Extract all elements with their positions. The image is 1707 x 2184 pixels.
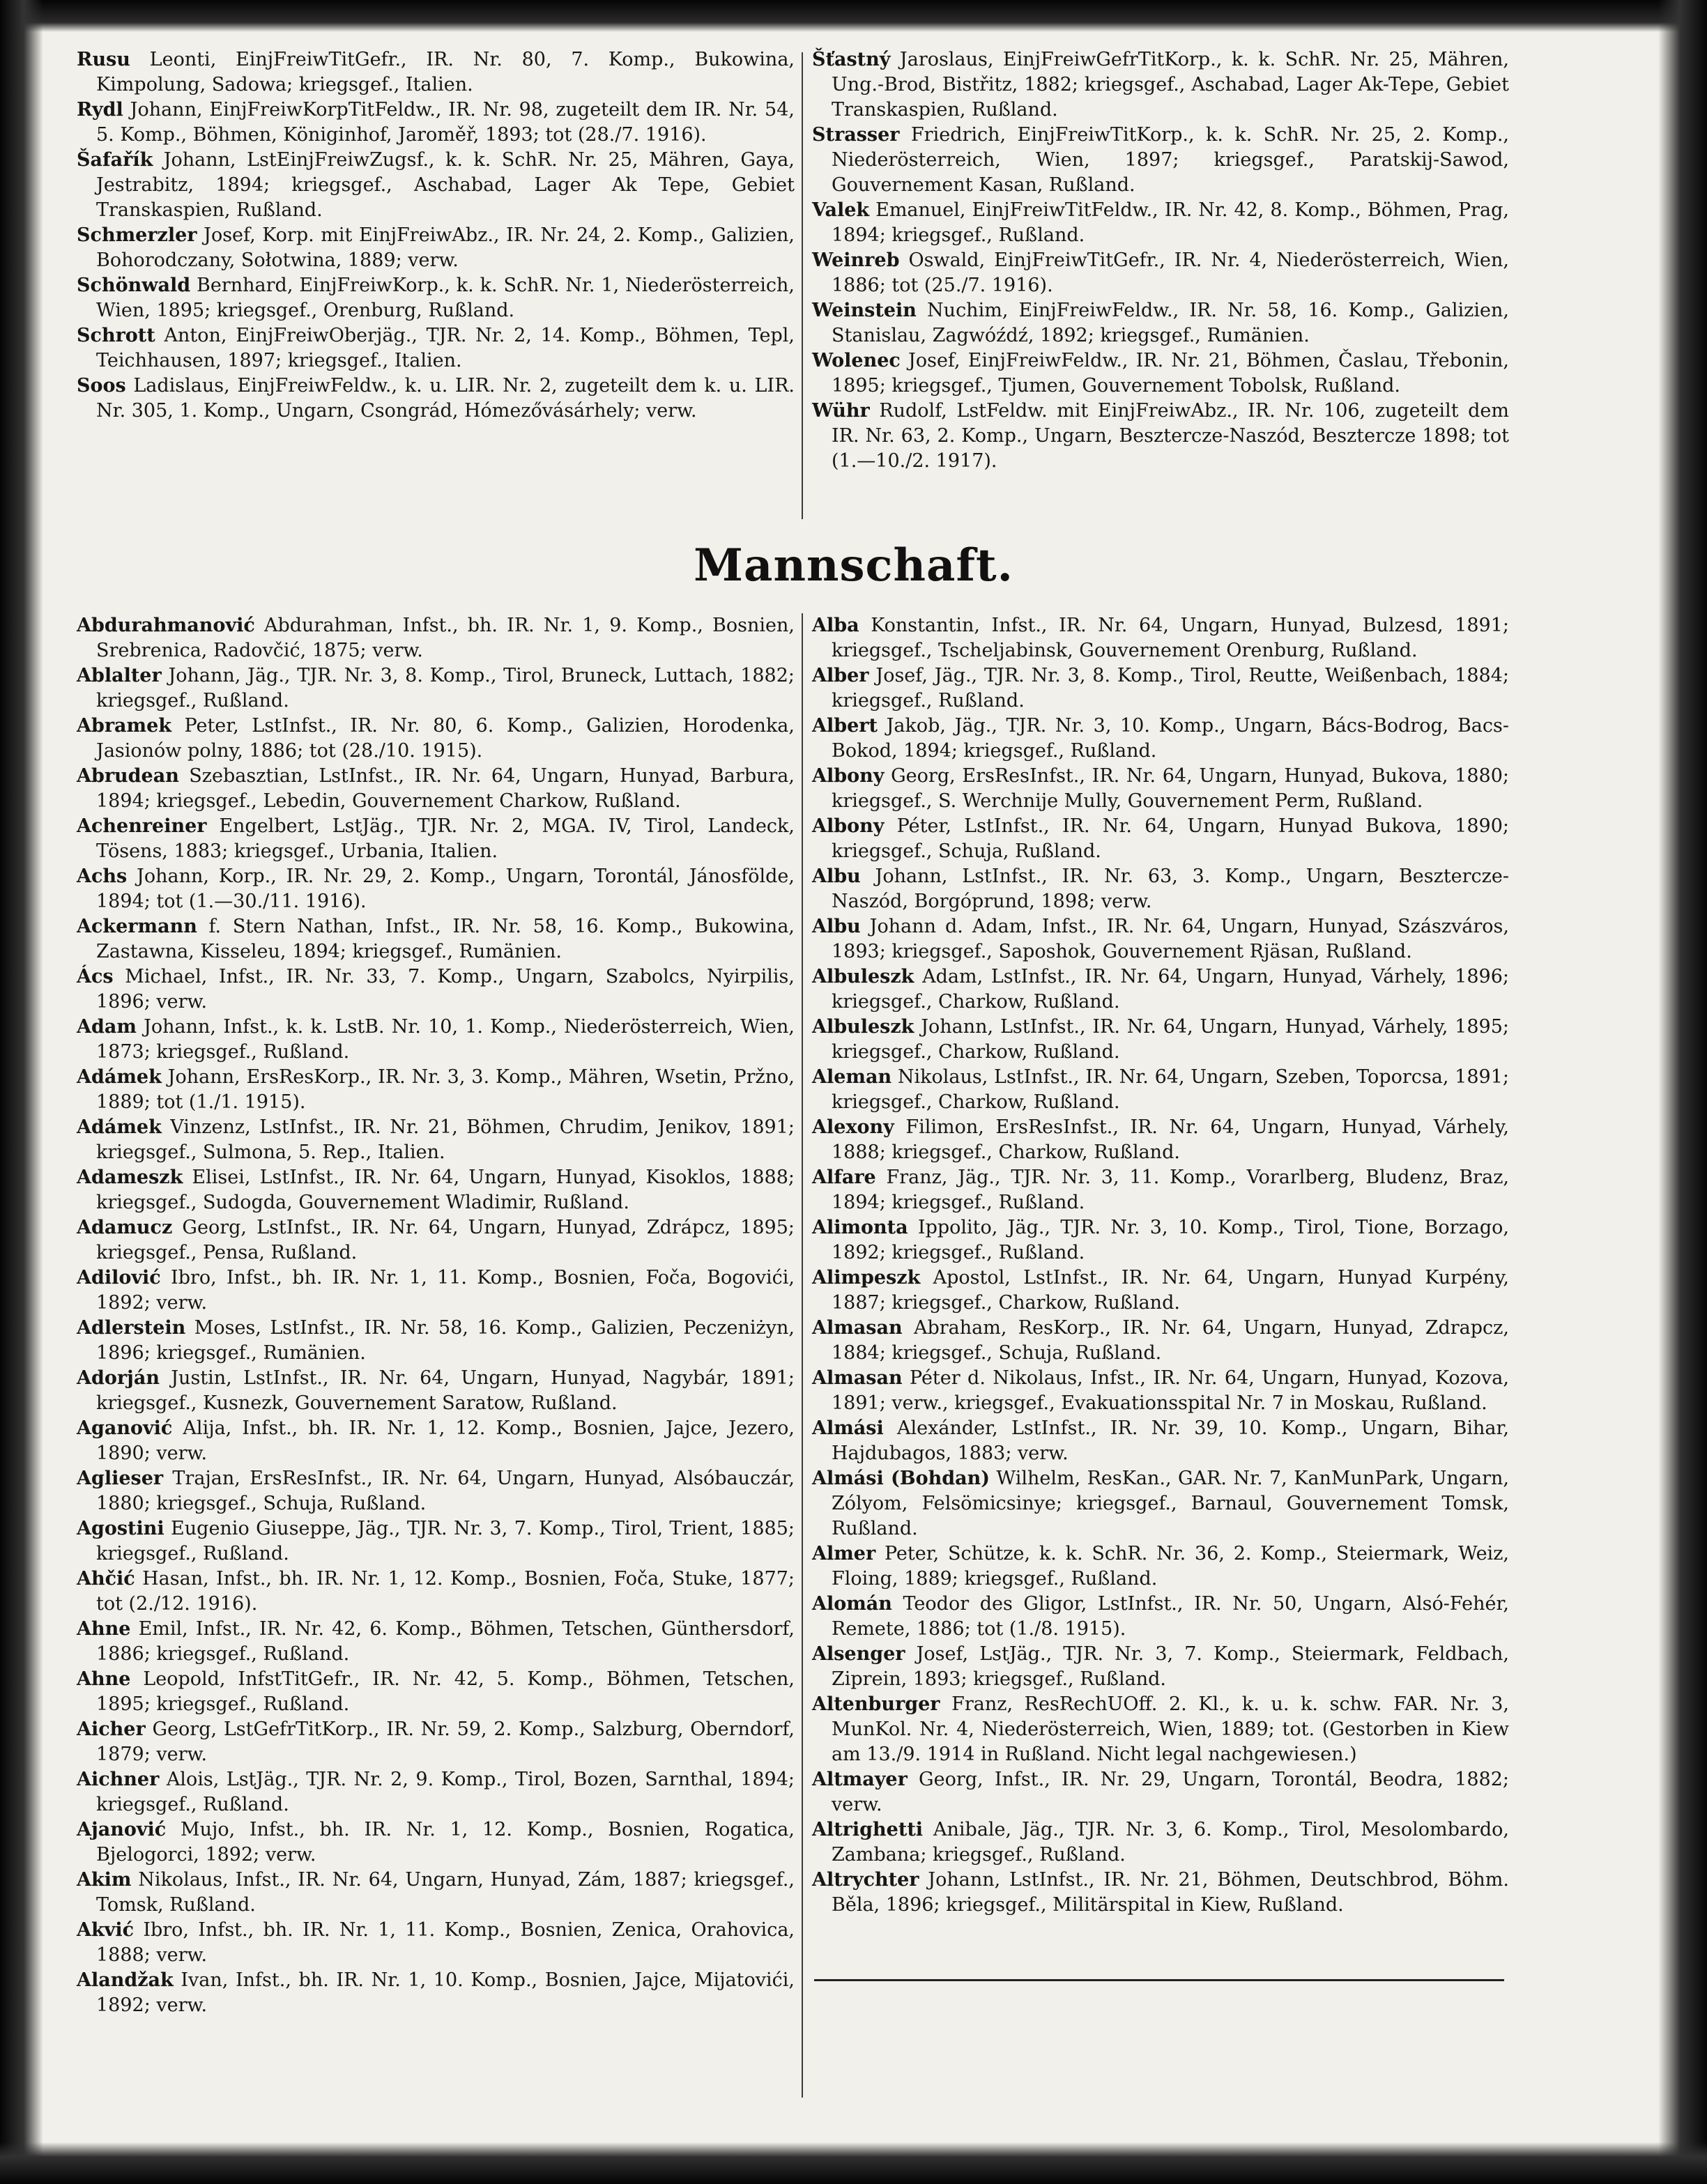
list-entry [812,764,1509,814]
entry-surname: Aleman [812,1066,892,1088]
list-entry [77,1466,795,1516]
entry-surname: Albuleszk [812,966,914,987]
entry-details: Moses, LstInfst., IR. Nr. 58, 16. Komp., Galizien, Peczeniżyn, 1896; kriegsgef., Rumänien. [96,1317,795,1364]
entry-surname: Šťastný [812,49,891,70]
list-entry [812,298,1509,348]
entry-surname: Alba [812,615,859,636]
list-entry [812,814,1509,864]
entry-details: Johann, Jäg., TJR. Nr. 3, 8. Komp., Tirol, Bruneck, Luttach, 1882; kriegsgef., Rußland. [96,665,795,712]
entry-details: Ladislaus, EinjFreiwFeldw., k. u. LIR. Nr. 2, zugeteilt dem k. u. LIR. Nr. 305, 1. Komp., Ungarn, Csongrád, Hómezővásárhely; verw. [96,375,795,422]
entry-surname: Alfare [812,1167,876,1188]
list-entry [77,223,795,273]
entry-details: Ibro, Infst., bh. IR. Nr. 1, 11. Komp., Bosnien, Foča, Bogovići, 1892; verw. [96,1267,795,1314]
entry-surname: Adam [77,1016,137,1038]
entry-surname: Ablalter [77,665,162,686]
officer-list-left-column [77,47,795,424]
entry-details: Josef, Korp. mit EinjFreiwAbz., IR. Nr. 24, 2. Komp., Galizien, Bohorodczany, Sołotwina, 1889; verw. [96,224,795,271]
entry-surname: Adámek [77,1066,162,1088]
entry-surname: Aganović [77,1417,173,1439]
entry-details: Peter, Schütze, k. k. SchR. Nr. 36, 2. Komp., Steiermark, Weiz, Floing, 1889; kriegsgef., Rußland. [832,1543,1509,1590]
list-entry [77,1617,795,1667]
list-entry [812,714,1509,764]
list-entry [77,1868,795,1918]
entry-details: Alexánder, LstInfst., IR. Nr. 39, 10. Komp., Ungarn, Bihar, Hajdubagos, 1883; verw. [832,1417,1509,1464]
list-entry [812,1316,1509,1366]
officer-list-right-column [812,47,1509,474]
list-entry [812,1868,1509,1918]
entry-surname: Albu [812,916,861,937]
entry-details: Josef, Jäg., TJR. Nr. 3, 8. Komp., Tirol, Reutte, Weißenbach, 1884; kriegsgef., Rußland. [832,665,1509,712]
entry-surname: Wolenec [812,350,901,371]
entry-surname: Albony [812,765,885,787]
entry-details: Péter d. Nikolaus, Infst., IR. Nr. 64, Ungarn, Hunyad, Kozova, 1891; verw., kriegsgef., Evakuationsspital Nr. 7 in Moskau, Rußland. [832,1367,1509,1414]
entry-details: Josef, EinjFreiwFeldw., IR. Nr. 21, Böhmen, Časlau, Třebonin, 1895; kriegsgef., Tjumen, Gouvernement Tobolsk, Rußland. [832,350,1509,397]
list-entry [77,1015,795,1065]
entry-surname: Valek [812,199,870,221]
entry-surname: Albuleszk [812,1016,914,1038]
list-entry [77,1115,795,1165]
list-entry [77,1266,795,1316]
entry-surname: Adilović [77,1267,161,1289]
list-entry [77,1567,795,1617]
entry-details: Anton, EinjFreiwOberjäg., TJR. Nr. 2, 14. Komp., Böhmen, Tepl, Teichhausen, 1897; kriegsgef., Italien. [96,325,795,371]
entry-surname: Wühr [812,400,870,422]
list-entry [812,964,1509,1015]
list-entry [812,1466,1509,1541]
list-entry [77,1416,795,1466]
entry-details: Szebasztian, LstInfst., IR. Nr. 64, Ungarn, Hunyad, Barbura, 1894; kriegsgef., Lebedin, Gouvernement Charkow, Rußland. [96,765,795,812]
list-entry [77,1817,795,1868]
entry-surname: Aglieser [77,1468,164,1489]
entry-surname: Almási (Bohdan) [812,1468,990,1489]
entry-details: Filimon, ErsResInfst., IR. Nr. 64, Ungarn, Hunyad, Várhely, 1888; kriegsgef., Charkow, Rußland. [832,1116,1509,1163]
entry-details: Johann, LstEinjFreiwZugsf., k. k. SchR. Nr. 25, Mähren, Gaya, Jestrabitz, 1894; kriegsgef., Aschabad, Lager Ak Tepe, Gebiet Transkaspien, Rußland. [96,149,795,221]
entry-details: Rudolf, LstFeldw. mit EinjFreiwAbz., IR. Nr. 106, zugeteilt dem IR. Nr. 63, 2. Komp., Ungarn, Besztercze-Naszód, Besztercze 1898; tot (1.—10./2. 1917). [832,400,1509,472]
entry-surname: Abramek [77,715,172,737]
entry-details: Emil, Infst., IR. Nr. 42, 6. Komp., Böhmen, Tetschen, Günthersdorf, 1886; kriegsgef., Rußland. [96,1618,795,1665]
entry-surname: Ács [77,966,114,987]
entry-details: Johann, Korp., IR. Nr. 29, 2. Komp., Ungarn, Torontál, Jánosfölde, 1894; tot (1.—30./11. 1916). [96,866,795,912]
entry-surname: Ackermann [77,916,197,937]
list-entry [77,1316,795,1366]
entry-details: Jakob, Jäg., TJR. Nr. 3, 10. Komp., Ungarn, Bács-Bodrog, Bacs-Bokod, 1894; kriegsgef., Rußland. [832,715,1509,762]
list-entry [77,1165,795,1215]
entry-surname: Weinstein [812,300,917,321]
entry-details: Georg, ErsResInfst., IR. Nr. 64, Ungarn, Hunyad, Bukova, 1880; kriegsgef., S. Werchnije Mully, Gouvernement Perm, Rußland. [832,765,1509,812]
entry-details: f. Stern Nathan, Infst., IR. Nr. 58, 16. Komp., Bukowina, Zastawna, Kisseleu, 1894; kriegsgef., Rumänien. [96,916,795,962]
entry-surname: Adámek [77,1116,162,1138]
entry-details: Georg, LstInfst., IR. Nr. 64, Ungarn, Hunyad, Zdrápcz, 1895; kriegsgef., Pensa, Rußland. [96,1217,795,1263]
list-entry [812,864,1509,914]
entry-surname: Alomán [812,1593,892,1615]
entry-surname: Schrott [77,325,155,346]
list-entry [812,248,1509,298]
entry-details: Abraham, ResKorp., IR. Nr. 64, Ungarn, Hunyad, Zdrapcz, 1884; kriegsgef., Schuja, Rußland. [832,1317,1509,1364]
entry-surname: Akvić [77,1919,135,1941]
entry-details: Ivan, Infst., bh. IR. Nr. 1, 10. Komp., Bosnien, Jajce, Mijatovići, 1892; verw. [96,1969,795,2016]
mannschaft-list-left-column [77,613,795,2018]
entry-surname: Albert [812,715,878,737]
entry-details: Péter, LstInfst., IR. Nr. 64, Ungarn, Hunyad Bukova, 1890; kriegsgef., Schuja, Rußland. [832,815,1509,862]
entry-surname: Šafařík [77,149,153,171]
entry-details: Johann, LstInfst., IR. Nr. 21, Böhmen, Deutschbrod, Böhm. Běla, 1896; kriegsgef., Militärspital in Kiew, Rußland. [832,1869,1509,1916]
list-entry [812,1416,1509,1466]
entry-surname: Altrighetti [812,1819,924,1840]
list-entry [77,1215,795,1266]
list-entry [77,374,795,424]
entry-surname: Aicher [77,1718,146,1740]
entry-details: Johann, EinjFreiwKorpTitFeldw., IR. Nr. 98, zugeteilt dem IR. Nr. 54, 5. Komp., Böhmen, Königinhof, Jaroměř, 1893; tot (28./7. 1916). [96,99,795,146]
entry-details: Franz, ResRechUOff. 2. Kl., k. u. k. schw. FAR. Nr. 3, MunKol. Nr. 4, Niederösterreich, Wien, 1889; tot. (Gestorben in Kiew am 13./9. 1914 in Rußland. Nicht legal nachgewiesen.) [832,1693,1509,1765]
list-entry [812,1366,1509,1416]
column-divider-bottom [802,613,803,2098]
entry-surname: Abdurahmanović [77,615,255,636]
entry-surname: Ahne [77,1618,131,1640]
list-entry [812,1692,1509,1767]
entry-surname: Adlerstein [77,1317,186,1339]
entry-surname: Rydl [77,99,123,121]
entry-surname: Adameszk [77,1167,183,1188]
entry-details: Georg, Infst., IR. Nr. 29, Ungarn, Torontál, Beodra, 1882; verw. [832,1769,1509,1815]
list-entry [77,1767,795,1817]
entry-details: Peter, LstInfst., IR. Nr. 80, 6. Komp., Galizien, Horodenka, Jasionów polny, 1886; tot (28./10. 1915). [96,715,795,762]
list-entry [812,1215,1509,1266]
entry-details: Oswald, EinjFreiwTitGefr., IR. Nr. 4, Niederösterreich, Wien, 1886; tot (25./7. 1916). [832,249,1509,296]
entry-surname: Rusu [77,49,130,70]
list-entry [77,47,795,98]
entry-details: Franz, Jäg., TJR. Nr. 3, 11. Komp., Vorarlberg, Bludenz, Braz, 1894; kriegsgef., Rußland. [832,1167,1509,1213]
list-entry [812,914,1509,964]
list-entry [812,123,1509,198]
list-entry [77,1366,795,1416]
entry-surname: Agostini [77,1518,164,1539]
entry-details: Josef, LstJäg., TJR. Nr. 3, 7. Komp., Steiermark, Feldbach, Ziprein, 1893; kriegsgef., Rußland. [832,1643,1509,1690]
list-entry [812,1115,1509,1165]
entry-details: Johann, LstInfst., IR. Nr. 63, 3. Komp., Ungarn, Besztercze-Naszód, Borgóprund, 1898; verw. [832,866,1509,912]
entry-surname: Aichner [77,1769,160,1790]
entry-details: Friedrich, EinjFreiwTitKorp., k. k. SchR. Nr. 25, 2. Komp., Niederösterreich, Wien, 1897; kriegsgef., Paratskij-Sawod, Gouvernement Kasan, Rußland. [832,124,1509,196]
entry-surname: Alber [812,665,869,686]
list-entry [77,764,795,814]
entry-surname: Almasan [812,1367,903,1389]
section-heading: Mannschaft. [694,539,1013,592]
mannschaft-list-right-column [812,613,1509,1918]
entry-surname: Achenreiner [77,815,207,837]
entry-details: Alija, Infst., bh. IR. Nr. 1, 12. Komp., Bosnien, Jajce, Jezero, 1890; verw. [96,1417,795,1464]
entry-surname: Soos [77,375,126,397]
entry-details: Teodor des Gligor, LstInfst., IR. Nr. 50, Ungarn, Alsó-Fehér, Remete, 1886; tot (1./8. 1915). [832,1593,1509,1640]
entry-surname: Schmerzler [77,224,197,246]
horizontal-rule [814,1979,1504,1981]
list-entry [812,1165,1509,1215]
entry-details: Hasan, Infst., bh. IR. Nr. 1, 12. Komp., Bosnien, Foča, Stuke, 1877; tot (2./12. 1916). [96,1568,795,1615]
entry-details: Nikolaus, LstInfst., IR. Nr. 64, Ungarn, Szeben, Toporcsa, 1891; kriegsgef., Charkow, Rußland. [832,1066,1509,1113]
entry-details: Johann, ErsResKorp., IR. Nr. 3, 3. Komp., Mähren, Wsetin, Pržno, 1889; tot (1./1. 1915). [96,1066,795,1113]
list-entry [812,663,1509,714]
list-entry [77,148,795,223]
list-entry [77,1065,795,1115]
list-entry [77,323,795,374]
list-entry [77,814,795,864]
entry-details: Wilhelm, ResKan., GAR. Nr. 7, KanMunPark, Ungarn, Zólyom, Felsömicsinye; kriegsgef., Barnaul, Gouvernement Tomsk, Rußland. [832,1468,1510,1539]
scan-edge-bottom [0,2142,1707,2184]
list-entry [77,1516,795,1567]
entry-surname: Altrychter [812,1869,919,1891]
entry-details: Nikolaus, Infst., IR. Nr. 64, Ungarn, Hunyad, Zám, 1887; kriegsgef., Tomsk, Rußland. [96,1869,795,1916]
list-entry [812,1015,1509,1065]
entry-details: Justin, LstInfst., IR. Nr. 64, Ungarn, Hunyad, Nagybár, 1891; kriegsgef., Kusnezk, Gouvernement Saratow, Rußland. [96,1367,795,1414]
entry-details: Anibale, Jäg., TJR. Nr. 3, 6. Komp., Tirol, Mesolombardo, Zambana; kriegsgef., Rußland. [832,1819,1509,1866]
entry-details: Leonti, EinjFreiwTitGefr., IR. Nr. 80, 7. Komp., Bukowina, Kimpolung, Sadowa; kriegsgef., Italien. [96,49,795,95]
entry-details: Adam, LstInfst., IR. Nr. 64, Ungarn, Hunyad, Várhely, 1896; kriegsgef., Charkow, Rußland. [832,966,1509,1013]
list-entry [812,1642,1509,1692]
list-entry [812,1767,1509,1817]
scan-edge-left [0,0,43,2184]
entry-surname: Ahne [77,1668,131,1690]
list-entry [77,1968,795,2018]
entry-surname: Achs [77,866,128,887]
entry-details: Johann d. Adam, Infst., IR. Nr. 64, Ungarn, Hunyad, Szászváros, 1893; kriegsgef., Saposhok, Gouvernement Rjäsan, Rußland. [832,916,1509,962]
list-entry [77,964,795,1015]
entry-details: Abdurahman, Infst., bh. IR. Nr. 1, 9. Komp., Bosnien, Srebrenica, Radovčić, 1875; verw. [96,615,795,661]
entry-surname: Alsenger [812,1643,905,1665]
scan-edge-right [1658,0,1707,2184]
entry-surname: Strasser [812,124,900,146]
list-entry [812,1592,1509,1642]
entry-surname: Ahčić [77,1568,135,1590]
entry-surname: Altenburger [812,1693,940,1715]
entry-details: Alois, LstJäg., TJR. Nr. 2, 9. Komp., Tirol, Bozen, Sarnthal, 1894; kriegsgef., Rußland. [96,1769,795,1815]
entry-details: Bernhard, EinjFreiwKorp., k. k. SchR. Nr. 1, Niederösterreich, Wien, 1895; kriegsgef., Orenburg, Rußland. [96,275,795,321]
list-entry [812,399,1509,474]
list-entry [812,1065,1509,1115]
list-entry [812,47,1509,123]
entry-details: Elisei, LstInfst., IR. Nr. 64, Ungarn, Hunyad, Kisoklos, 1888; kriegsgef., Sudogda, Gouvernement Wladimir, Rußland. [96,1167,795,1213]
entry-surname: Abrudean [77,765,179,787]
entry-details: Michael, Infst., IR. Nr. 33, 7. Komp., Ungarn, Szabolcs, Nyirpilis, 1896; verw. [96,966,795,1013]
list-entry [77,273,795,323]
entry-details: Trajan, ErsResInfst., IR. Nr. 64, Ungarn, Hunyad, Alsóbauczár, 1880; kriegsgef., Schuja, Rußland. [96,1468,795,1514]
entry-details: Konstantin, Infst., IR. Nr. 64, Ungarn, Hunyad, Bulzesd, 1891; kriegsgef., Tscheljabinsk, Gouvernement Orenburg, Rußland. [832,615,1509,661]
entry-surname: Adorján [77,1367,160,1389]
list-entry [812,198,1509,248]
entry-surname: Weinreb [812,249,900,271]
entry-surname: Almer [812,1543,876,1564]
entry-details: Jaroslaus, EinjFreiwGefrTitKorp., k. k. SchR. Nr. 25, Mähren, Ung.-Brod, Bistřitz, 1882; kriegsgef., Aschabad, Lager Ak-Tepe, Gebiet Transkaspien, Rußland. [832,49,1509,121]
entry-details: Georg, LstGefrTitKorp., IR. Nr. 59, 2. Komp., Salzburg, Oberndorf, 1879; verw. [96,1718,795,1765]
entry-details: Nuchim, EinjFreiwFeldw., IR. Nr. 58, 16. Komp., Galizien, Stanislau, Zagwóźdź, 1892; kriegsgef., Rumänien. [832,300,1509,346]
entry-surname: Almasan [812,1317,903,1339]
entry-surname: Albony [812,815,885,837]
entry-surname: Albu [812,866,861,887]
list-entry [77,914,795,964]
list-entry [812,1266,1509,1316]
entry-surname: Akim [77,1869,132,1891]
entry-surname: Adamucz [77,1217,173,1238]
list-entry [77,613,795,663]
column-divider-top [802,52,803,519]
entry-details: Leopold, InfstTitGefr., IR. Nr. 42, 5. Komp., Böhmen, Tetschen, 1895; kriegsgef., Rußland. [96,1668,795,1715]
entry-surname: Schönwald [77,275,191,296]
entry-surname: Ajanović [77,1819,167,1840]
entry-details: Johann, Infst., k. k. LstB. Nr. 10, 1. Komp., Niederösterreich, Wien, 1873; kriegsgef., Rußland. [96,1016,795,1063]
list-entry [77,714,795,764]
scan-edge-top [0,0,1707,32]
list-entry [77,864,795,914]
list-entry [812,1541,1509,1592]
entry-details: Ibro, Infst., bh. IR. Nr. 1, 11. Komp., Bosnien, Zenica, Orahovica, 1888; verw. [96,1919,795,1966]
entry-details: Mujo, Infst., bh. IR. Nr. 1, 12. Komp., Bosnien, Rogatica, Bjelogorci, 1892; verw. [96,1819,795,1866]
entry-surname: Almási [812,1417,884,1439]
entry-details: Johann, LstInfst., IR. Nr. 64, Ungarn, Hunyad, Várhely, 1895; kriegsgef., Charkow, Rußland. [832,1016,1509,1063]
entry-surname: Alexony [812,1116,894,1138]
list-entry [77,1918,795,1968]
entry-details: Engelbert, LstJäg., TJR. Nr. 2, MGA. IV, Tirol, Landeck, Tösens, 1883; kriegsgef., Urbania, Italien. [96,815,795,862]
list-entry [812,348,1509,399]
list-entry [812,613,1509,663]
entry-surname: Alimonta [812,1217,908,1238]
list-entry [77,663,795,714]
entry-details: Ippolito, Jäg., TJR. Nr. 3, 10. Komp., Tirol, Tione, Borzago, 1892; kriegsgef., Rußland. [832,1217,1509,1263]
list-entry [812,1817,1509,1868]
entry-details: Apostol, LstInfst., IR. Nr. 64, Ungarn, Hunyad Kurpény, 1887; kriegsgef., Charkow, Rußland. [832,1267,1509,1314]
entry-details: Emanuel, EinjFreiwTitFeldw., IR. Nr. 42, 8. Komp., Böhmen, Prag, 1894; kriegsgef., Rußland. [832,199,1509,246]
list-entry [77,98,795,148]
list-entry [77,1717,795,1767]
entry-surname: Alandžak [77,1969,174,1991]
entry-surname: Altmayer [812,1769,908,1790]
entry-details: Eugenio Giuseppe, Jäg., TJR. Nr. 3, 7. Komp., Tirol, Trient, 1885; kriegsgef., Rußland. [96,1518,795,1564]
list-entry [77,1667,795,1717]
entry-surname: Alimpeszk [812,1267,921,1289]
entry-details: Vinzenz, LstInfst., IR. Nr. 21, Böhmen, Chrudim, Jenikov, 1891; kriegsgef., Sulmona, 5. Rep., Italien. [96,1116,795,1163]
